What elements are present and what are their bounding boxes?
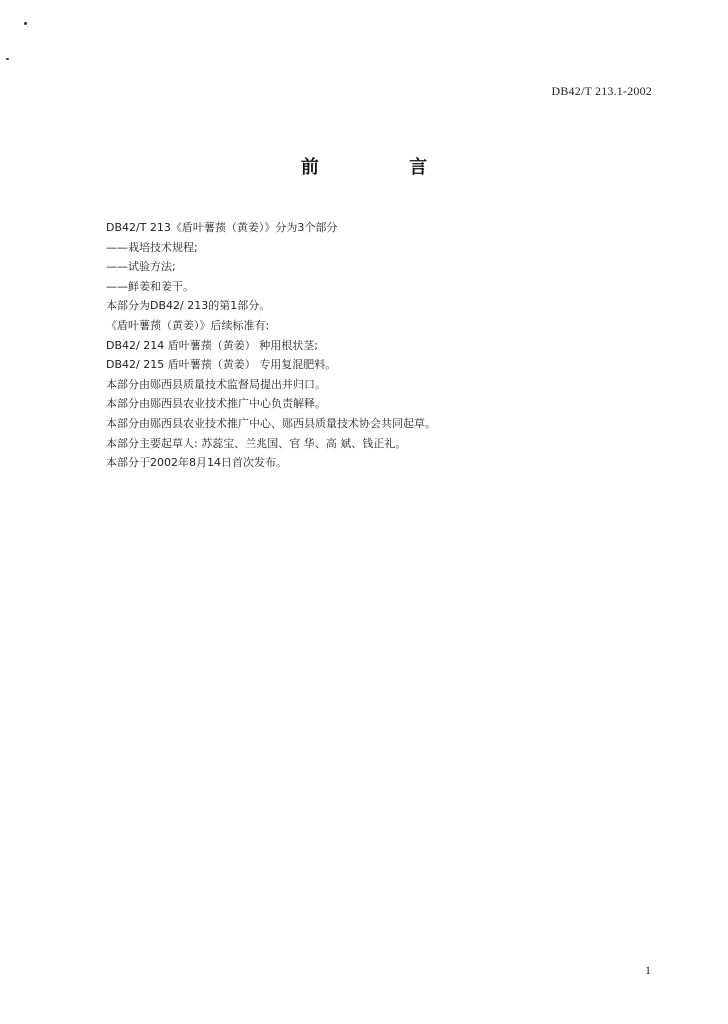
foreword-line: DB42/ 214 盾叶薯蓣（黄姜） 种用根状茎; (106, 338, 318, 352)
foreword-body (106, 218, 666, 473)
foreword-line: ——试验方法; (106, 260, 176, 274)
foreword-line: DB42/T 213《盾叶薯蓣（黄姜）》分为3个部分 (106, 221, 338, 234)
foreword-line: 本部分为DB42/ 213的第1部分。 (106, 299, 271, 313)
page-title: 前 言 (300, 157, 470, 178)
foreword-line: 本部分于2002年8月14日首次发布。 (106, 456, 287, 470)
foreword-line: ——栽培技术规程; (106, 240, 198, 254)
foreword-line: 本部分由郧西县农业技术推广中心负责解释。 (106, 397, 326, 411)
standard-number: DB42/T 213.1-2002 (551, 84, 652, 98)
foreword-line: 本部分由郧西县质量技术监督局提出并归口。 (106, 377, 326, 391)
foreword-line: 本部分由郧西县农业技术推广中心、郧西县质量技术协会共同起草。 (106, 416, 436, 430)
foreword-line: ——鲜姜和姜干。 (106, 279, 194, 293)
scan-speck (24, 22, 27, 25)
foreword-line: 《盾叶薯蓣（黄姜）》后续标准有: (106, 318, 270, 332)
foreword-line: 本部分主要起草人: 苏蕊宝、兰兆国、官 华、高 斌、钱正礼。 (106, 436, 407, 450)
scan-speck (6, 58, 9, 60)
foreword-line: DB42/ 215 盾叶薯蓣（黄姜） 专用复混肥料。 (106, 358, 337, 372)
page-number: 1 (645, 963, 651, 977)
